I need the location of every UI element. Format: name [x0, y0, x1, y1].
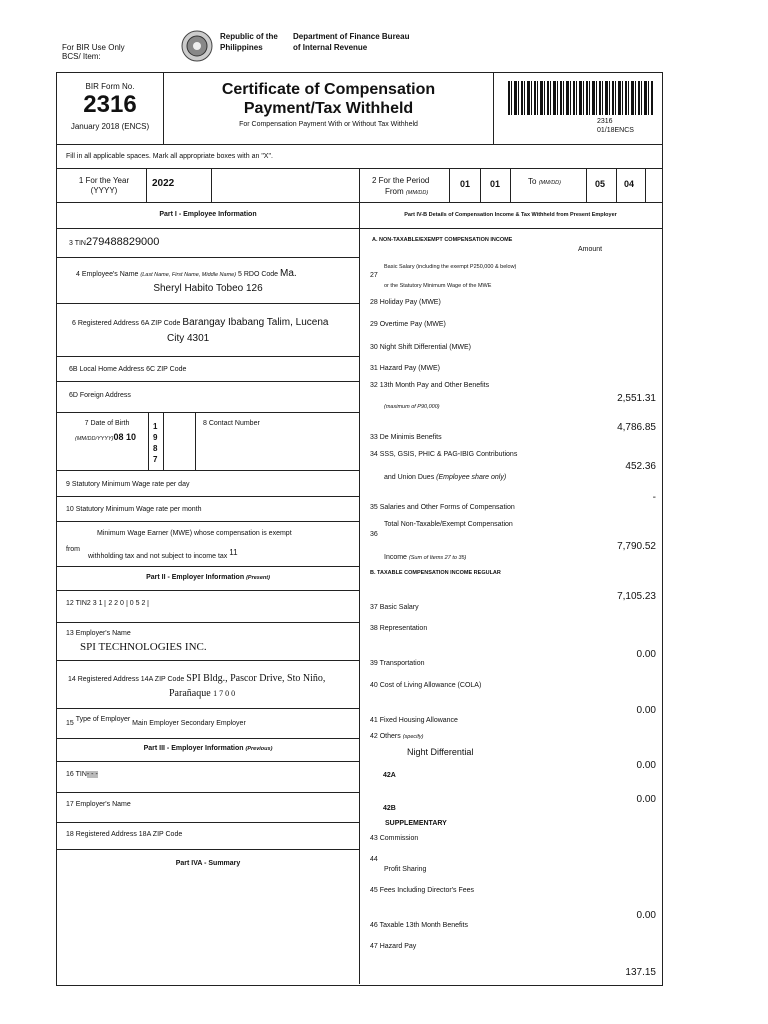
mwe-from: from: [66, 546, 80, 553]
from-month[interactable]: 01: [460, 179, 471, 189]
form-title-line2: Payment/Tax Withheld: [243, 100, 414, 117]
item42-value[interactable]: Night Differential: [407, 747, 474, 757]
item30: 30 Night Shift Differential (MWE): [370, 344, 472, 351]
amount-b3[interactable]: 0.00: [636, 705, 656, 716]
barcode-version: 01/18ENCS: [597, 127, 634, 134]
amount-a5[interactable]: 7,790.52: [617, 541, 656, 552]
employee-name-label: 4 Employee's Name (Last Name, First Name, Middle Name) 5 RDO Code Ma.: [76, 268, 297, 279]
year-value[interactable]: 2022: [152, 178, 175, 189]
part2-header: Part II - Employer Information (Present): [146, 574, 270, 581]
amount-a4[interactable]: -: [652, 492, 656, 503]
republic-label: Republic of the: [220, 32, 278, 41]
section-a-label: A. NON-TAXABLE/EXEMPT COMPENSATION INCOME: [372, 237, 513, 243]
item34-line1: 34 SSS, GSIS, PHIC & PAG-IBIG Contributions: [370, 451, 518, 458]
item27-num: 27: [370, 272, 378, 279]
prev-employer-name-label: 17 Employer's Name: [66, 801, 131, 808]
item42a: 42A: [383, 772, 396, 779]
item38: 38 Representation: [370, 625, 428, 632]
amount-b5[interactable]: 0.00: [636, 794, 656, 805]
bir-label: of Internal Revenue: [293, 43, 368, 52]
prev-employer-address-label: 18 Registered Address 18A ZIP Code: [66, 831, 183, 838]
amount-b4[interactable]: 0.00: [636, 760, 656, 771]
bir-use-label: For BIR Use Only: [62, 43, 125, 52]
item45: 45 Fees Including Director's Fees: [370, 887, 475, 894]
amount-a3[interactable]: 452.36: [625, 461, 656, 472]
item27-line2: or the Statutory Minimum Wage of the MWE: [384, 283, 492, 289]
smw-day-label: 9 Statutory Minimum Wage rate per day: [66, 481, 190, 488]
item36-num: 36: [370, 531, 378, 538]
to-month[interactable]: 05: [595, 179, 606, 189]
item28: 28 Holiday Pay (MWE): [370, 299, 441, 306]
form-title-line1: Certificate of Compensation: [221, 81, 436, 98]
dob-year-digit-3: 8: [153, 444, 158, 453]
amount-b2[interactable]: 0.00: [636, 649, 656, 660]
prev-employer-tin[interactable]: 16 TIN- - -: [66, 771, 98, 778]
bcs-item-label: BCS/ Item:: [62, 52, 101, 61]
employee-name[interactable]: Sheryl Habito Tobeo 126: [153, 283, 263, 294]
item44-num: 44: [370, 856, 378, 863]
part4b-header: Part IV-B Details of Compensation Income & Tax Withheld from Present Employer: [404, 212, 617, 218]
bir-seal-icon: [181, 30, 213, 64]
department-label: Department of Finance Bureau: [293, 32, 410, 41]
amount-b6[interactable]: 0.00: [636, 910, 656, 921]
from-label: From (MM/DD): [385, 187, 429, 196]
barcode-code: 2316: [597, 118, 613, 125]
foreign-address-label: 6D Foreign Address: [69, 392, 131, 399]
form-subtitle: For Compensation Payment With or Without Tax Withheld: [239, 121, 418, 128]
amount-b7[interactable]: 137.15: [625, 967, 656, 978]
employer-address: 14 Registered Address 14A ZIP Code SPI Bldg., Pascor Drive, Sto Niño,: [68, 673, 326, 684]
part4a-header: Part IVA - Summary: [175, 860, 241, 867]
item29: 29 Overtime Pay (MWE): [370, 321, 446, 328]
form-no-label: BIR Form No.: [85, 82, 135, 91]
employer-name[interactable]: SPI TECHNOLOGIES INC.: [80, 641, 207, 653]
form-number: 2316: [83, 91, 137, 118]
local-address-label: 6B Local Home Address 6C ZIP Code: [69, 366, 187, 373]
section-b-label: B. TAXABLE COMPENSATION INCOME REGULAR: [370, 570, 501, 576]
employee-tin: 3 TIN279488829000: [69, 236, 160, 248]
dob-year-digit-2: 9: [153, 433, 158, 442]
item46: 46 Taxable 13th Month Benefits: [370, 922, 468, 929]
item31: 31 Hazard Pay (MWE): [370, 365, 441, 372]
to-day[interactable]: 04: [624, 179, 635, 189]
item35: 35 Salaries and Other Forms of Compensation: [370, 504, 515, 511]
item37: 37 Basic Salary: [370, 604, 419, 611]
form-version: January 2018 (ENCS): [70, 122, 150, 131]
item42b: 42B: [383, 805, 396, 812]
registered-address-line2[interactable]: City 4301: [167, 333, 210, 344]
employer-name-label: 13 Employer's Name: [66, 630, 131, 637]
registered-address: 6 Registered Address 6A ZIP Code Barangay Ibabang Talim, Lucena: [72, 317, 329, 328]
dob-label: 7 Date of Birth: [84, 420, 130, 427]
item44: Profit Sharing: [384, 866, 427, 873]
item39: 39 Transportation: [370, 660, 425, 667]
mwe-line2: withholding tax and not subject to income tax 11: [88, 548, 238, 560]
dob-year-digit-4: 7: [153, 455, 158, 464]
employer-tin[interactable]: 12 TIN2 3 1 2 2 0 0 5 2: [66, 600, 149, 607]
item42: 42 Others (specify): [370, 733, 424, 740]
from-day[interactable]: 01: [490, 179, 501, 189]
supplementary-label: SUPPLEMENTARY: [385, 820, 447, 827]
item33: 33 De Minimis Benefits: [370, 434, 442, 441]
part3-header: Part III - Employer Information (Previous): [143, 745, 273, 752]
amount-a2[interactable]: 4,786.85: [617, 422, 656, 433]
amount-b1[interactable]: 7,105.23: [617, 591, 656, 602]
amount-a1[interactable]: 2,551.31: [617, 393, 656, 404]
item43: 43 Commission: [370, 835, 419, 842]
item41: 41 Fixed Housing Allowance: [370, 717, 458, 724]
item47: 47 Hazard Pay: [370, 943, 417, 950]
item34-line2: and Union Dues (Employee share only): [384, 474, 507, 481]
year-format: (YYYY): [90, 186, 118, 195]
employer-type[interactable]: 15 Type of Employer Main Employer Secondary Employer: [66, 716, 246, 727]
to-label: To (MM/DD): [528, 177, 561, 186]
mwe-line1: Minimum Wage Earner (MWE) whose compensation is exempt: [97, 530, 292, 537]
item32: 32 13th Month Pay and Other Benefits: [370, 382, 490, 389]
barcode: [508, 81, 653, 115]
item36-line1: Total Non-Taxable/Exempt Compensation: [384, 521, 513, 528]
employer-address-line2[interactable]: Parañaque 1 7 0 0: [169, 688, 236, 699]
smw-month-label: 10 Statutory Minimum Wage rate per month: [66, 506, 202, 513]
item27-line1: Basic Salary (including the exempt P250,000 & below): [384, 264, 517, 270]
philippines-label: Philippines: [220, 43, 263, 52]
instructions: Fill in all applicable spaces. Mark all appropriate boxes with an "X".: [66, 153, 273, 160]
dob-value[interactable]: (MM/DD/YYYY)08 10: [75, 432, 137, 442]
amount-label: Amount: [578, 246, 603, 253]
item40: 40 Cost of Living Allowance (COLA): [370, 682, 482, 689]
item36-line2: Income (Sum of Items 27 to 35): [384, 554, 467, 561]
item32-note: (maximum of P90,000): [384, 404, 440, 410]
part1-header: Part I - Employee Information: [159, 211, 257, 218]
contact-number-label: 8 Contact Number: [203, 420, 260, 427]
dob-year-digit-1: 1: [153, 422, 158, 431]
year-label: 1 For the Year: [78, 176, 130, 185]
period-label: 2 For the Period: [372, 176, 430, 185]
